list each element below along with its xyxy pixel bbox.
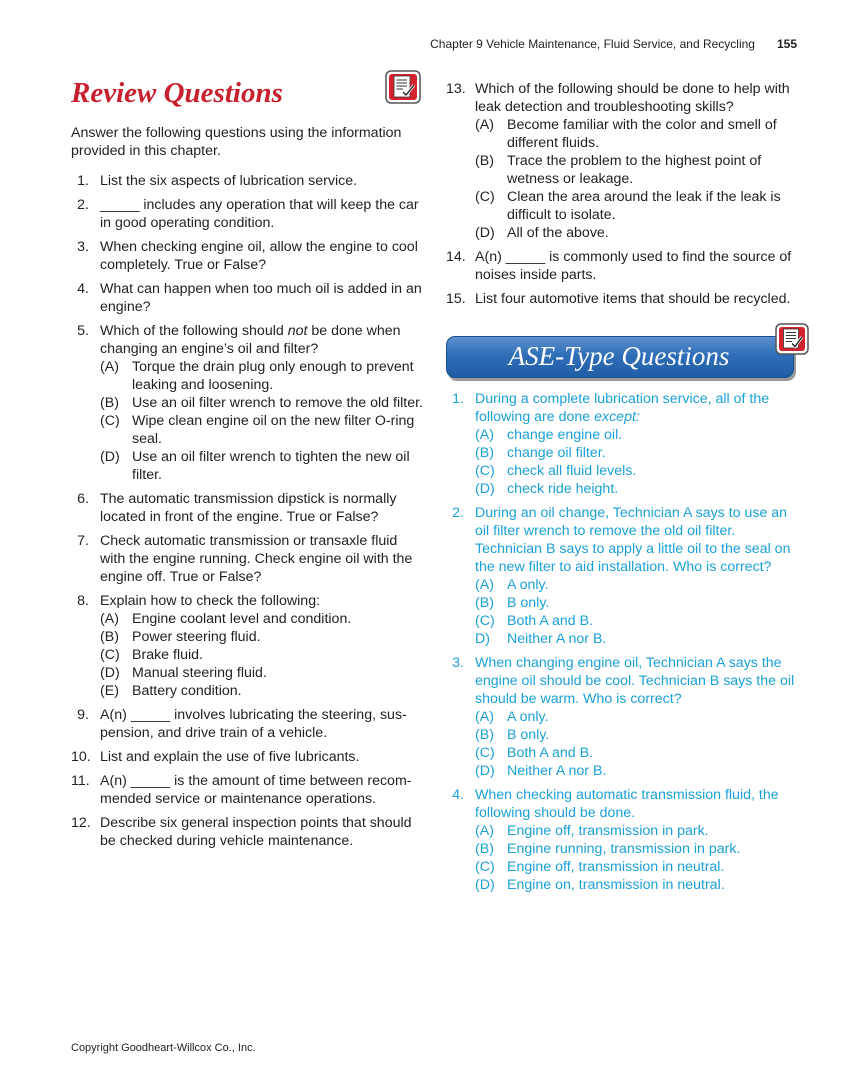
option-letter: (D) [475, 225, 495, 241]
option-text: Clean the area around the leak if the leak is difficult to isolate. [507, 189, 781, 223]
answer-options [475, 576, 802, 648]
question-number: 1. [452, 391, 464, 407]
answer-options [475, 822, 802, 894]
option-letter: (D) [475, 481, 495, 497]
review-question [71, 172, 423, 190]
page-number: 155 [776, 37, 797, 51]
option-letter: (A) [475, 427, 494, 443]
question-text: Describe six general inspection points that should be checked during vehicle maintenance. [100, 815, 412, 849]
option-text: change engine oil. [507, 427, 623, 443]
option-text: A only. [507, 577, 549, 593]
question-number: 2. [452, 505, 464, 521]
review-question [446, 290, 802, 308]
ase-question [446, 504, 802, 648]
option-letter: (A) [100, 359, 119, 375]
answer-options [475, 426, 802, 498]
option-text: Torque the drain plug only enough to prevent leaking and loosening. [132, 359, 414, 393]
answer-option [475, 858, 802, 876]
option-letter: (C) [475, 189, 495, 205]
answer-option [100, 628, 423, 646]
option-letter: (B) [475, 595, 494, 611]
option-text: Neither A nor B. [507, 631, 607, 647]
answer-option [475, 876, 802, 894]
option-letter: (D) [475, 763, 495, 779]
option-letter: (D) [100, 449, 120, 465]
worksheet-check-icon [775, 323, 809, 360]
option-letter: (C) [475, 613, 495, 629]
answer-option [475, 480, 802, 498]
option-text: Both A and B. [507, 613, 593, 629]
review-question [71, 592, 423, 700]
question-text: The automatic transmission dipstick is normally located in front of the engine. True or False? [100, 491, 397, 525]
ase-question [446, 390, 802, 498]
question-text: List four automotive items that should be recycled. [475, 291, 791, 307]
review-question [71, 748, 423, 766]
question-number: 3. [77, 239, 89, 255]
ase-question-list [446, 390, 802, 894]
question-text: A(n) _____ is the amount of time between recom-mended service or maintenance operations. [100, 773, 412, 807]
question-number: 10. [71, 749, 91, 765]
option-letter: (D) [100, 665, 120, 681]
option-text: check ride height. [507, 481, 619, 497]
review-question [71, 772, 423, 808]
answer-option [100, 412, 423, 448]
answer-options [100, 610, 423, 700]
ase-title: ASE-Type Questions [508, 341, 730, 371]
worksheet-check-icon [385, 70, 421, 109]
option-letter: (A) [100, 611, 119, 627]
option-text: Use an oil filter wrench to remove the old filter. [132, 395, 423, 411]
option-letter: (B) [100, 395, 119, 411]
review-question [71, 238, 423, 274]
answer-option [475, 762, 802, 780]
question-text: Explain how to check the following: [100, 593, 321, 609]
review-question [446, 248, 802, 284]
option-letter: (E) [100, 683, 119, 699]
left-column [71, 76, 423, 856]
option-text: Engine running, transmission in park. [507, 841, 741, 857]
ase-section [446, 390, 802, 894]
option-letter: (B) [475, 727, 494, 743]
review-question [71, 280, 423, 316]
answer-option [475, 822, 802, 840]
option-letter: (B) [100, 629, 119, 645]
review-title: Review Questions [71, 77, 283, 109]
review-question [71, 814, 423, 850]
option-letter: (C) [475, 463, 495, 479]
option-text: All of the above. [507, 225, 609, 241]
answer-option [475, 152, 802, 188]
question-text: Which of the following should be done to help with leak detection and troubleshooting skills? [475, 81, 790, 115]
answer-option [475, 612, 802, 630]
question-text: _____ includes any operation that will keep the car in good operating condition. [100, 197, 419, 231]
answer-option [475, 726, 802, 744]
answer-options [475, 708, 802, 780]
answer-option [475, 744, 802, 762]
option-letter: (A) [475, 823, 494, 839]
option-text: Use an oil filter wrench to tighten the new oil filter. [132, 449, 410, 483]
question-text-part: Which of the following should [100, 323, 288, 339]
question-number: 8. [77, 593, 89, 609]
option-letter: (D) [475, 877, 495, 893]
answer-option [475, 116, 802, 152]
question-text: During an oil change, Technician A says to use an oil filter wrench to remove the old oil filter. Technician B says to apply a little oil to the seal on the new filter to aid installation. Who is correct? [475, 505, 791, 575]
question-number: 11. [71, 773, 90, 789]
option-letter: (C) [475, 859, 495, 875]
emphasis-text: not [287, 323, 308, 339]
question-number: 7. [77, 533, 89, 549]
question-text: When checking engine oil, allow the engine to cool completely. True or False? [100, 239, 418, 273]
option-text: B only. [507, 727, 550, 743]
option-text: Trace the problem to the highest point of wetness or leakage. [507, 153, 762, 187]
option-text: Battery condition. [132, 683, 242, 699]
answer-options [100, 358, 423, 484]
answer-option [475, 444, 802, 462]
answer-option [100, 646, 423, 664]
question-number: 6. [77, 491, 89, 507]
question-text-part: be done when changing an engine’s oil and filter? [100, 323, 401, 357]
option-letter: D) [475, 631, 490, 647]
running-head [430, 37, 797, 51]
review-question [446, 80, 802, 242]
question-number: 12. [71, 815, 91, 831]
answer-option [475, 224, 802, 242]
option-text: B only. [507, 595, 550, 611]
answer-option [100, 358, 423, 394]
question-number: 15. [446, 291, 466, 307]
answer-option [475, 426, 802, 444]
question-number: 9. [77, 707, 89, 723]
question-text [100, 323, 401, 357]
option-letter: (A) [475, 577, 494, 593]
option-text: check all fluid levels. [507, 463, 637, 479]
option-text: Engine coolant level and condition. [132, 611, 352, 627]
option-text: Become familiar with the color and smell of different fluids. [507, 117, 777, 151]
review-intro: Answer the following questions using the information provided in this chapter. [71, 125, 402, 159]
question-number: 3. [452, 655, 464, 671]
option-letter: (C) [100, 413, 120, 429]
review-question [71, 322, 423, 484]
option-text: A only. [507, 709, 549, 725]
answer-option [100, 610, 423, 628]
option-letter: (B) [475, 841, 494, 857]
option-letter: (B) [475, 153, 494, 169]
question-number: 1. [77, 173, 89, 189]
review-header [71, 76, 423, 110]
question-text: A(n) _____ involves lubricating the steering, sus-pension, and drive train of a vehicle. [100, 707, 407, 741]
answer-option [475, 462, 802, 480]
option-text: Manual steering fluid. [132, 665, 267, 681]
answer-option [475, 594, 802, 612]
option-letter: (B) [475, 445, 494, 461]
answer-option [475, 630, 802, 648]
answer-option [100, 394, 423, 412]
right-column [446, 80, 802, 900]
question-text [475, 391, 769, 425]
ase-question [446, 654, 802, 780]
answer-options [475, 116, 802, 242]
question-text: List and explain the use of five lubricants. [100, 749, 360, 765]
option-text: Engine off, transmission in park. [507, 823, 709, 839]
review-question [71, 196, 423, 232]
answer-option [475, 840, 802, 858]
option-letter: (C) [100, 647, 120, 663]
question-number: 4. [77, 281, 89, 297]
option-text: Wipe clean engine oil on the new filter O-ring seal. [132, 413, 415, 447]
review-question-list [71, 172, 423, 850]
question-text: When checking automatic transmission fluid, the following should be done. [475, 787, 779, 821]
chapter-title: Chapter 9 Vehicle Maintenance, Fluid Service, and Recycling [430, 37, 755, 51]
option-text: Engine off, transmission in neutral. [507, 859, 725, 875]
option-text: Brake fluid. [132, 647, 203, 663]
question-text-part: During a complete lubrication service, all of the following are done [475, 391, 770, 425]
ase-banner [446, 336, 792, 378]
option-text: Neither A nor B. [507, 763, 607, 779]
answer-option [475, 188, 802, 224]
option-letter: (A) [475, 117, 494, 133]
copyright-footer: Copyright Goodheart-Willcox Co., Inc. [71, 1042, 256, 1054]
answer-option [475, 708, 802, 726]
question-number: 2. [77, 197, 89, 213]
question-number: 13. [446, 81, 466, 97]
review-question [71, 490, 423, 526]
option-text: Engine on, transmission in neutral. [507, 877, 725, 893]
ase-question [446, 786, 802, 894]
option-letter: (C) [475, 745, 495, 761]
option-text: change oil filter. [507, 445, 606, 461]
question-number: 5. [77, 323, 89, 339]
question-text: When changing engine oil, Technician A says the engine oil should be cool. Technician B says the oil should be warm. Who is correct? [475, 655, 795, 707]
question-number: 4. [452, 787, 464, 803]
question-text: What can happen when too much oil is added in an engine? [100, 281, 422, 315]
question-text: Check automatic transmission or transaxle fluid with the engine running. Check engine oil with the engine off. True or False? [100, 533, 413, 585]
question-number: 14. [446, 249, 466, 265]
emphasis-text: except: [594, 409, 640, 425]
answer-option [100, 664, 423, 682]
question-text: A(n) _____ is commonly used to find the source of noises inside parts. [475, 249, 792, 283]
question-text: List the six aspects of lubrication service. [100, 173, 358, 189]
option-letter: (A) [475, 709, 494, 725]
review-question [71, 706, 423, 742]
answer-option [475, 576, 802, 594]
option-text: Power steering fluid. [132, 629, 261, 645]
option-text: Both A and B. [507, 745, 593, 761]
review-question [71, 532, 423, 586]
answer-option [100, 448, 423, 484]
review-question-list-continued [446, 80, 802, 308]
answer-option [100, 682, 423, 700]
